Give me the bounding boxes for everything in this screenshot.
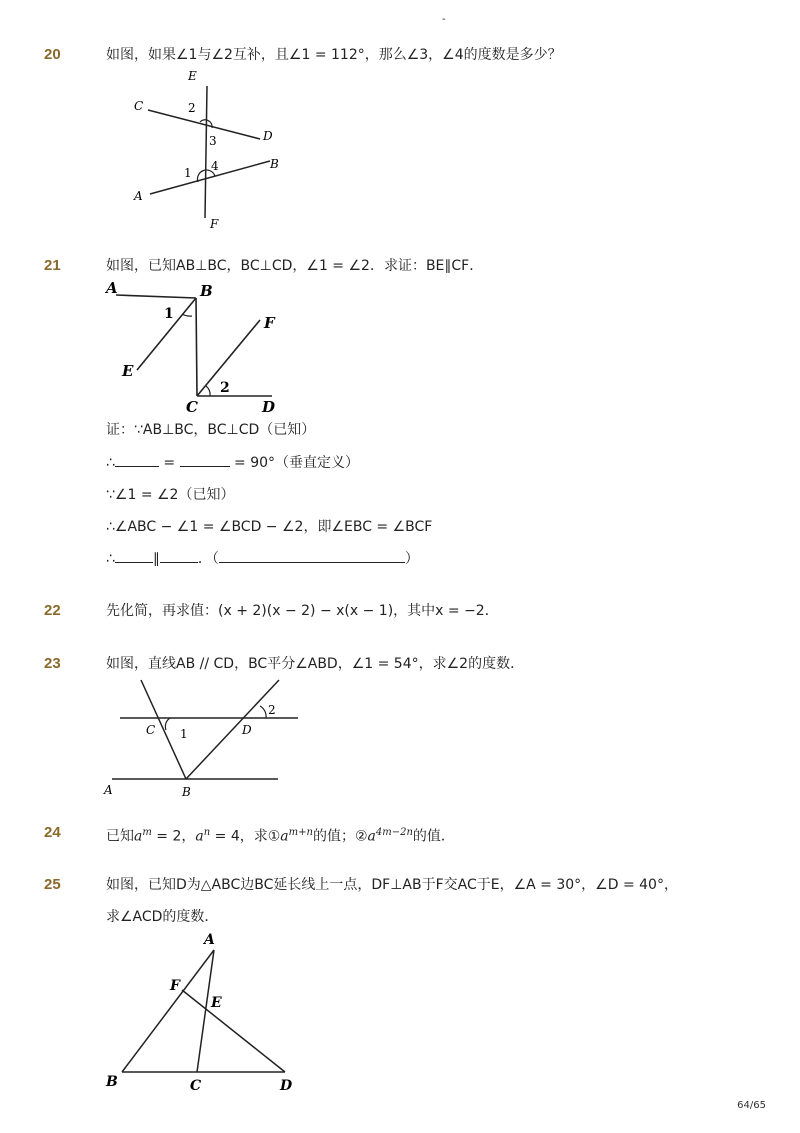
problem-23-figure <box>100 676 310 804</box>
fig21-label-D: D <box>262 398 276 416</box>
fig23-label-B: B <box>182 785 191 799</box>
proof-line-1: 证：∵AB⊥BC，BC⊥CD（已知） <box>106 422 316 438</box>
problem-25-text-line2: 求∠ACD的度数． <box>106 909 219 925</box>
problem-21-text: 如图，已知AB⊥BC，BC⊥CD，∠1 = ∠2．求证：BE∥CF． <box>106 258 484 274</box>
fig21-angle-2: 2 <box>220 380 230 396</box>
proof-line-4: ∴∠ABC − ∠1 = ∠BCD − ∠2，即∠EBC = ∠BCF <box>106 519 433 535</box>
fig20-label-C: C <box>134 99 144 113</box>
proof-therefore: ∴ <box>106 455 115 471</box>
fig23-label-A: A <box>104 783 113 797</box>
proof-blank-3[interactable] <box>115 549 153 563</box>
fig20-label-F: F <box>210 217 219 231</box>
proof-therefore-2: ∴ <box>106 551 115 567</box>
proof-line-5-end: ） <box>404 551 419 567</box>
fig20-angle-3: 3 <box>209 134 217 148</box>
fig20-label-E: E <box>188 69 197 83</box>
fig21-label-F: F <box>264 314 275 332</box>
fig21-label-A: A <box>106 279 118 297</box>
proof-line-2-text: = 90°（垂直定义） <box>234 455 360 471</box>
fig25-label-C: C <box>190 1078 202 1094</box>
problem-23-text: 如图，直线AB // CD，BC平分∠ABD，∠1 = 54°，求∠2的度数． <box>106 656 525 672</box>
fig25-label-E: E <box>211 995 222 1011</box>
fig20-angle-1: 1 <box>184 166 192 180</box>
page-number: 64/65 <box>737 1100 766 1111</box>
problem-20-figure <box>120 66 300 236</box>
fig25-label-B: B <box>106 1074 118 1090</box>
proof-line-3: ∵∠1 = ∠2（已知） <box>106 487 235 503</box>
header-mark: - <box>442 14 446 25</box>
fig25-label-A: A <box>204 932 215 948</box>
problem-23-number: 23 <box>44 655 61 672</box>
problem-24-number: 24 <box>44 824 61 841</box>
problem-25-figure <box>100 930 310 1100</box>
fig23-label-D: D <box>242 723 252 737</box>
problem-25-number: 25 <box>44 876 61 893</box>
fig21-angle-1: 1 <box>164 306 174 322</box>
fig21-label-C: C <box>186 398 198 416</box>
fig25-label-D: D <box>280 1078 293 1094</box>
problem-21-figure <box>100 276 300 421</box>
proof-blank-reason[interactable] <box>219 549 405 563</box>
proof-line-5-mid: ．（ <box>197 551 219 567</box>
proof-blank-1[interactable] <box>115 453 159 467</box>
fig25-label-F: F <box>170 978 180 994</box>
fig21-label-E: E <box>122 362 134 380</box>
problem-20-number: 20 <box>44 46 61 63</box>
fig20-label-B: B <box>270 157 279 171</box>
fig23-angle-2: 2 <box>268 703 276 717</box>
fig20-angle-4: 4 <box>211 159 219 173</box>
proof-blank-4[interactable] <box>160 549 198 563</box>
fig20-label-D: D <box>263 129 273 143</box>
fig23-angle-1: 1 <box>180 727 188 741</box>
proof-equals: = <box>163 455 176 471</box>
problem-25-text-line1: 如图，已知D为△ABC边BC延长线上一点，DF⊥AB于F交AC于E，∠A = 30°，∠D = 40°， <box>106 877 678 893</box>
problem-20-text: 如图，如果∠1与∠2互补，且∠1 = 112°，那么∠3，∠4的度数是多少？ <box>106 47 562 63</box>
problem-21-number: 21 <box>44 257 61 274</box>
proof-blank-2[interactable] <box>180 453 230 467</box>
proof-line-5 <box>106 549 419 569</box>
problem-24-text: 已知$a^m = 2$，$a^n = 4$，求$①a^{m+n}$的值；$②a^{4m-2n}$的值． <box>106 827 455 845</box>
fig20-label-A: A <box>134 189 143 203</box>
fig20-angle-2: 2 <box>188 101 196 115</box>
proof-line-2 <box>106 453 359 473</box>
problem-22-text: 先化简，再求值：(x + 2)(x − 2) − x(x − 1)，其中x = −2． <box>106 603 499 619</box>
proof-parallel: ∥ <box>152 551 160 567</box>
fig23-label-C: C <box>146 723 156 737</box>
problem-22-number: 22 <box>44 602 61 619</box>
fig21-label-B: B <box>200 282 213 300</box>
